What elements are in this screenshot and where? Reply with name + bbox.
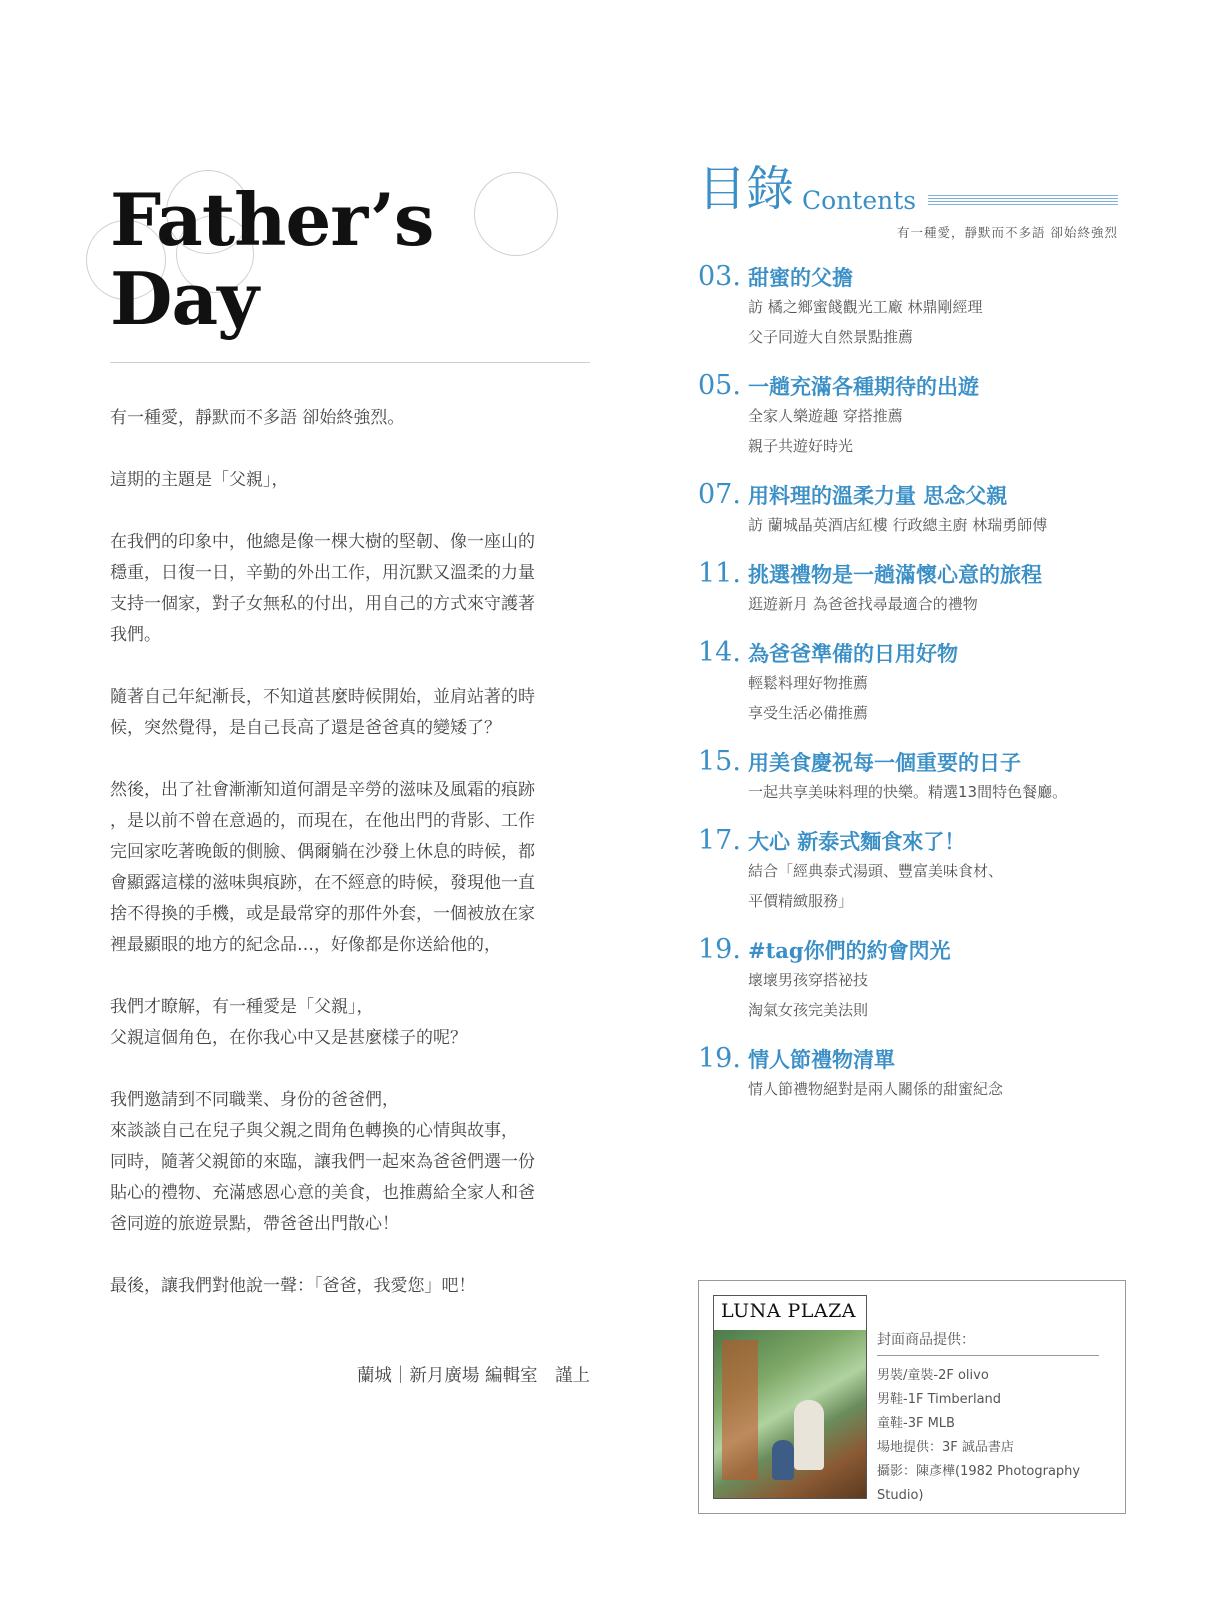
credit-heading: 封面商品提供： [877,1329,1099,1356]
toc-item-subline: 全家人樂遊趣 穿搭推薦 [748,407,903,425]
toc-item [698,637,1118,728]
editorial-paragraph: 我們邀請到不同職業、身份的爸爸們， 來談談自己在兒子與父親之間角色轉換的心情與故事， 同時，隨著父親節的來臨，讓我們一起來為爸爸們選一份 貼心的禮物、充滿感恩心意的美食，也推薦給全家人和爸 爸同遊的旅遊景點，帶爸爸出門散心！ [110,1090,535,1235]
credit-lines [877,1364,1099,1508]
toc-item [698,479,1118,540]
toc-item-subline: 結合「經典泰式湯頭、豐富美味食材、 [748,862,1004,880]
toc-item [698,370,1118,461]
table-of-contents [698,161,1118,1122]
toc-page-number: 03. [698,261,741,292]
toc-item-row [698,370,1118,401]
toc-item-title: 甜蜜的父擔 [748,265,853,290]
toc-page-number: 14. [698,637,741,668]
toc-item [698,1043,1118,1104]
credit-line: 場地提供：3F 誠品書店 [877,1440,1014,1455]
toc-item-title: 挑選禮物是一趟滿懷心意的旅程 [748,562,1042,587]
editorial-paragraph: 隨著自己年紀漸長，不知道甚麼時候開始，並肩站著的時 候，突然覺得，是自己長高了還是爸爸真的變矮了？ [110,687,535,739]
credit-line: 童鞋-3F MLB [877,1416,955,1431]
editorial-paragraph: 有一種愛，靜默而不多語 卻始終強烈。 [110,408,405,429]
credit-line: 攝影：陳彥樺(1982 Photography Studio) [877,1464,1081,1503]
toc-page-number: 07. [698,479,741,510]
toc-item-subline: 訪 橘之鄉蜜餞觀光工廠 林鼎剛經理 [748,298,983,316]
toc-item-title: 一趟充滿各種期待的出遊 [748,374,979,399]
toc-page-number: 05. [698,370,741,401]
toc-page-number: 19. [698,934,741,965]
toc-item-row [698,479,1118,510]
toc-item-subline: 親子共遊好時光 [748,437,854,455]
toc-page-number: 11. [698,558,741,589]
cover-thumbnail [713,1295,867,1499]
toc-item [698,934,1118,1025]
editorial-paragraph: 最後，讓我們對他說一聲：「爸爸，我愛您」吧！ [110,1276,476,1297]
credit-line: 男裝/童裝-2F olivo [877,1368,989,1383]
cover-title: LUNA PLAZA [721,1300,857,1322]
toc-item-row [698,1043,1118,1074]
cover-photo [714,1330,866,1498]
toc-item-row [698,825,1118,856]
toc-item-row [698,746,1118,777]
page-title: Father’s Day [110,177,434,342]
toc-item-subline: 逛遊新月 為爸爸找尋最適合的禮物 [748,595,978,613]
toc-item-subline: 享受生活必備推薦 [748,704,869,722]
toc-subtitle: 有一種愛，靜默而不多語 卻始終強烈 [897,225,1118,240]
signature: 蘭城｜新月廣場 編輯室 謹上 [356,1366,590,1387]
toc-item-subline: 壞壞男孩穿搭祕技 [748,971,869,989]
toc-item-subline: 平價精緻服務」 [748,892,854,910]
editorial-paragraph: 這期的主題是「父親」， [110,470,289,491]
editorial-paragraph: 我們才瞭解，有一種愛是「父親」， 父親這個角色，在你我心中又是甚麼樣子的呢？ [110,997,467,1049]
toc-heading-zh: 目錄 [698,161,795,217]
toc-item-title: 大心 新泰式麵食來了！ [748,829,966,854]
toc-item [698,746,1118,807]
toc-page-number: 19. [698,1043,741,1074]
toc-header [698,161,1118,217]
credit-line: 男鞋-1F Timberland [877,1392,1002,1407]
title-divider [110,362,590,363]
toc-item-subline: 父子同遊大自然景點推薦 [748,328,914,346]
toc-item-row [698,637,1118,668]
toc-item-title: 為爸爸準備的日用好物 [748,641,958,666]
toc-page-number: 17. [698,825,741,856]
toc-item [698,825,1118,916]
editorial-column [110,150,590,1387]
editorial-body [110,403,590,1302]
toc-item-row [698,261,1118,292]
toc-item-row [698,934,1118,965]
editorial-paragraph: 然後，出了社會漸漸知道何謂是辛勞的滋味及風霜的痕跡 ，是以前不曾在意過的，而現在，在他出門的背影、工作 完回家吃著晚飯的側臉、偶爾躺在沙發上休息的時候，都 會顯露這樣的滋味與痕跡，在不經意的時候，發現他一直 捨不得換的手機，或是最常穿的那件外套，一個被放在家 裡最顯眼的地方的紀念品…，好像都是你送給他的， [110,780,535,956]
toc-item-title: 用美食慶祝每一個重要的日子 [748,750,1021,775]
credit-text [877,1329,1099,1508]
toc-heading-en: Contents [802,186,917,215]
toc-item [698,558,1118,619]
toc-item-subline: 情人節禮物絕對是兩人關係的甜蜜紀念 [748,1080,1004,1098]
toc-page-number: 15. [698,746,741,777]
toc-item-title: #tag你們的約會閃光 [748,938,951,963]
editorial-paragraph: 在我們的印象中，他總是像一棵大樹的堅韌、像一座山的 穩重，日復一日，辛勤的外出工作，用沉默又溫柔的力量 支持一個家，對子女無私的付出，用自己的方式來守護著 我們。 [110,532,535,646]
toc-item-subline: 訪 蘭城晶英酒店紅樓 行政總主廚 林瑞勇師傅 [748,516,1048,534]
toc-item-title: 用料理的溫柔力量 思念父親 [748,483,1008,508]
toc-decorative-lines [928,195,1118,207]
toc-item-row [698,558,1118,589]
toc-item-subline: 輕鬆料理好物推薦 [748,674,869,692]
toc-item-title: 情人節禮物清單 [748,1047,895,1072]
toc-item-subline: 淘氣女孩完美法則 [748,1001,869,1019]
toc-list [698,261,1118,1104]
cover-credits-box [698,1280,1126,1514]
toc-item-subline: 一起共享美味料理的快樂。精選13間特色餐廳。 [748,783,1068,801]
toc-item [698,261,1118,352]
